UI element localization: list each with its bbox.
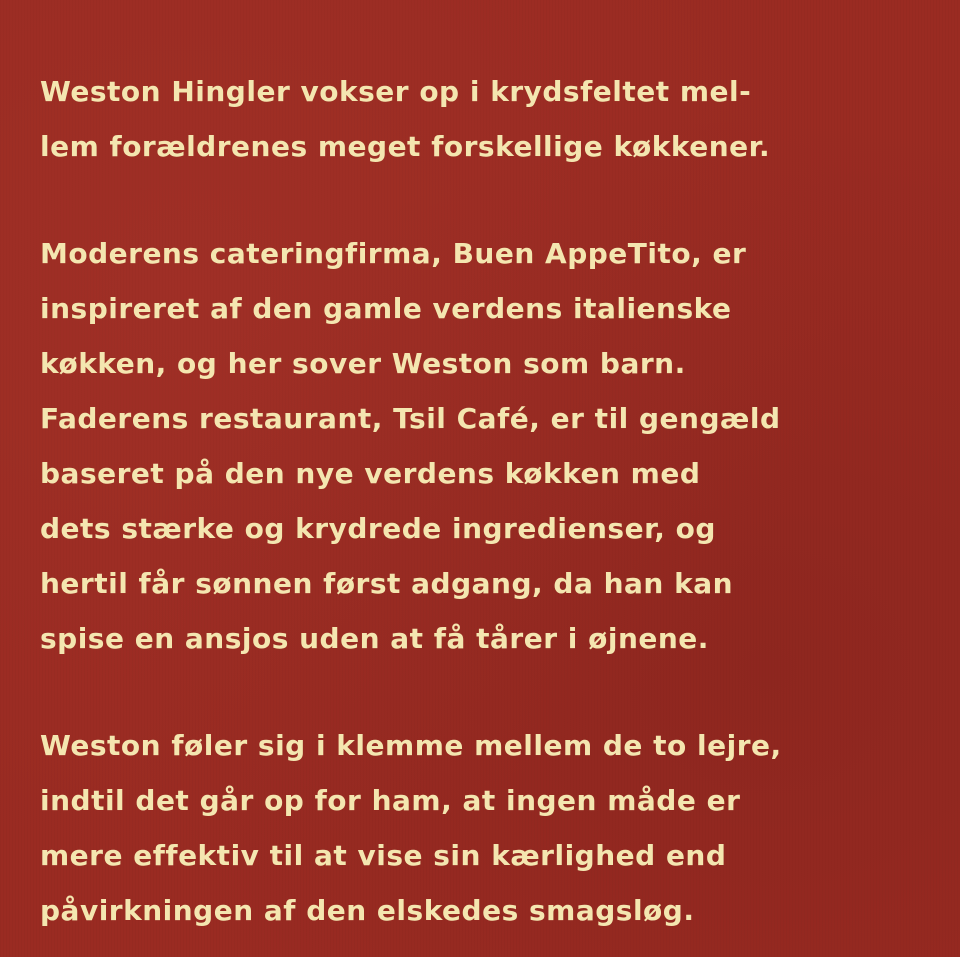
text-line: mere effektiv til at vise sin kærlighed end bbox=[40, 839, 727, 872]
text-line: påvirkningen af den elskedes smagsløg. bbox=[40, 894, 695, 927]
text-line: indtil det går op for ham, at ingen måde er bbox=[40, 784, 741, 817]
text-line: inspireret af den gamle verdens italienske bbox=[40, 292, 732, 325]
text-line: køkken, og her sover Weston som barn. bbox=[40, 347, 686, 380]
text-line: Weston føler sig i klemme mellem de to lejre, bbox=[40, 729, 782, 762]
text-line: spise en ansjos uden at få tårer i øjnene. bbox=[40, 622, 709, 655]
text-line: dets stærke og krydrede ingredienser, og bbox=[40, 512, 716, 545]
paragraph-2 bbox=[40, 226, 940, 666]
text-line: Weston Hingler vokser op i krydsfeltet mel- bbox=[40, 75, 752, 108]
text-line: hertil får sønnen først adgang, da han kan bbox=[40, 567, 734, 600]
text-line: baseret på den nye verdens køkken med bbox=[40, 457, 701, 490]
text-line: Faderens restaurant, Tsil Café, er til gengæld bbox=[40, 402, 781, 435]
blurb-text bbox=[40, 64, 940, 938]
text-line: lem forældrenes meget forskellige køkkener. bbox=[40, 130, 771, 163]
paragraph-3 bbox=[40, 718, 940, 938]
paragraph-1 bbox=[40, 64, 940, 174]
text-line: Moderens cateringfirma, Buen AppeTito, er bbox=[40, 237, 747, 270]
